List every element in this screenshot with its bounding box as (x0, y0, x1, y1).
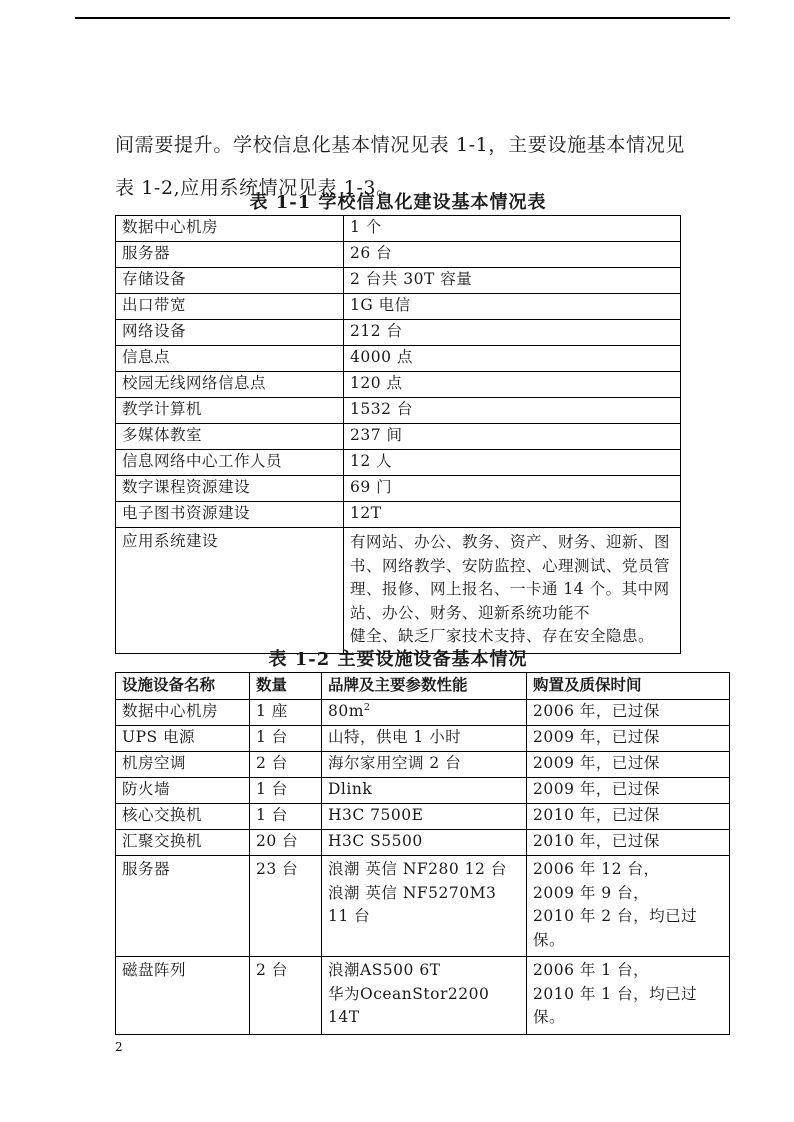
cell-line: 2010 年 2 台，均已过保。 (533, 907, 698, 949)
cell-brand-spec: H3C S5500 (322, 830, 527, 856)
row-value: 1G 电信 (344, 294, 681, 320)
row-label: 服务器 (116, 242, 344, 268)
row-value: 69 门 (344, 476, 681, 502)
row-label: 数据中心机房 (116, 216, 344, 242)
table-2-caption: 表 1-2 主要设施设备基本情况 (268, 649, 528, 670)
page-number: 2 (115, 1040, 123, 1054)
cell-brand-spec: H3C 7500E (322, 804, 527, 830)
main-facilities-table (115, 672, 730, 1035)
row-label: 教学计算机 (116, 398, 344, 424)
table-row (116, 476, 681, 502)
row-value: 4000 点 (344, 346, 681, 372)
table-row (116, 778, 730, 804)
header-purchase-warranty: 购置及质保时间 (527, 673, 730, 700)
table-row (116, 856, 730, 957)
row-value: 26 台 (344, 242, 681, 268)
cell-facility-name: 数据中心机房 (116, 700, 250, 726)
cell-quantity: 2 台 (250, 752, 322, 778)
cell-purchase-warranty (527, 957, 730, 1035)
school-informatization-table (115, 215, 681, 654)
cell-brand-spec: $80m^2$ (322, 700, 527, 726)
cell-line: 浪潮 英信 NF280 12 台 (328, 860, 507, 878)
row-value: 1532 台 (344, 398, 681, 424)
cell-brand-spec: 山特，供电 1 小时 (322, 726, 527, 752)
cell-brand-spec: 海尔家用空调 2 台 (322, 752, 527, 778)
row-label: 校园无线网络信息点 (116, 372, 344, 398)
row-label: 电子图书资源建设 (116, 502, 344, 528)
table-row (116, 242, 681, 268)
row-value: 120 点 (344, 372, 681, 398)
row-value: 12T (344, 502, 681, 528)
row-value (344, 528, 681, 654)
table-row (116, 216, 681, 242)
cell-brand-spec (322, 856, 527, 957)
table-row (116, 294, 681, 320)
cell-facility-name: 汇聚交换机 (116, 830, 250, 856)
cell-quantity: 1 台 (250, 778, 322, 804)
table-row (116, 830, 730, 856)
cell-purchase-warranty: 2010 年，已过保 (527, 804, 730, 830)
cell-quantity: 2 台 (250, 957, 322, 1035)
cell-quantity: 1 台 (250, 726, 322, 752)
cell-purchase-warranty: 2009 年，已过保 (527, 726, 730, 752)
superscript: 2 (363, 701, 371, 713)
row-value: 1 个 (344, 216, 681, 242)
table-2-head (116, 673, 730, 700)
header-quantity: 数量 (250, 673, 322, 700)
table-row (116, 346, 681, 372)
cell-line: 浪潮 英信 NF5270M3 11 台 (328, 883, 502, 925)
cell-line: 健全、缺乏厂家技术支持、存在安全隐患。 (350, 627, 655, 645)
table-1-caption: 表 1-1 学校信息化建设基本情况表 (249, 192, 547, 213)
table-header-row (116, 673, 730, 700)
row-label: 应用系统建设 (116, 528, 344, 654)
table-row (116, 398, 681, 424)
table-1-body (116, 216, 681, 654)
cell-line: 浪潮AS500 6T (328, 961, 441, 979)
row-label: 数字课程资源建设 (116, 476, 344, 502)
table-row (116, 450, 681, 476)
header-facility-name: 设施设备名称 (116, 673, 250, 700)
row-value: 12 人 (344, 450, 681, 476)
table-row (116, 700, 730, 726)
body-paragraph: 间需要提升。学校信息化基本情况见表 1-1，主要设施基本情况见表 1-2,应用系统情况见表 1-3。 (115, 134, 685, 199)
row-label: 出口带宽 (116, 294, 344, 320)
cell-line: 2006 年 1 台， (533, 961, 650, 979)
cell-line: 2009 年 9 台， (533, 883, 650, 902)
table-row (116, 320, 681, 346)
table-row (116, 752, 730, 778)
cell-facility-name: 磁盘阵列 (116, 957, 250, 1035)
cell-purchase-warranty: 2009 年，已过保 (527, 752, 730, 778)
table-row (116, 424, 681, 450)
row-label: 网络设备 (116, 320, 344, 346)
cell-facility-name: UPS 电源 (116, 726, 250, 752)
table-row (116, 726, 730, 752)
cell-facility-name: 服务器 (116, 856, 250, 957)
header-rule (75, 17, 730, 19)
cell-purchase-warranty: 2009 年，已过保 (527, 778, 730, 804)
table-row (116, 372, 681, 398)
cell-line: 保。 (533, 1008, 566, 1026)
row-label: 存储设备 (116, 268, 344, 294)
cell-line: 有网站、办公、教务、资产、财务、迎新、图书、网络教学、安防监控、心理测试、党员管理、报修、网上报名、一卡通 14 个。其中网站、办公、财务、迎新系统功能不 (350, 533, 671, 622)
cell-line: 2006 年 12 台， (533, 860, 660, 878)
cell-brand-spec (322, 957, 527, 1035)
cell-purchase-warranty: 2010 年，已过保 (527, 830, 730, 856)
cell-facility-name: 核心交换机 (116, 804, 250, 830)
cell-line: 2010 年 1 台，均已过 (533, 984, 698, 1003)
table-row (116, 528, 681, 654)
cell-quantity: 23 台 (250, 856, 322, 957)
cell-quantity: 1 台 (250, 804, 322, 830)
cell-facility-name: 机房空调 (116, 752, 250, 778)
header-brand-spec: 品牌及主要参数性能 (322, 673, 527, 700)
cell-quantity: 1 座 (250, 700, 322, 726)
table-row (116, 268, 681, 294)
row-label: 多媒体教室 (116, 424, 344, 450)
table-2-body (116, 700, 730, 1035)
row-label: 信息网络中心工作人员 (116, 450, 344, 476)
row-value: 237 间 (344, 424, 681, 450)
row-label: 信息点 (116, 346, 344, 372)
cell-purchase-warranty (527, 856, 730, 957)
row-value: 212 台 (344, 320, 681, 346)
cell-quantity: 20 台 (250, 830, 322, 856)
cell-line: 华为OceanStor2200 14T (328, 984, 495, 1026)
table-row (116, 502, 681, 528)
table-row (116, 804, 730, 830)
row-value: 2 台共 30T 容量 (344, 268, 681, 294)
cell-purchase-warranty: 2006 年，已过保 (527, 700, 730, 726)
table-row (116, 957, 730, 1035)
cell-facility-name: 防火墙 (116, 778, 250, 804)
cell-brand-spec: Dlink (322, 778, 527, 804)
